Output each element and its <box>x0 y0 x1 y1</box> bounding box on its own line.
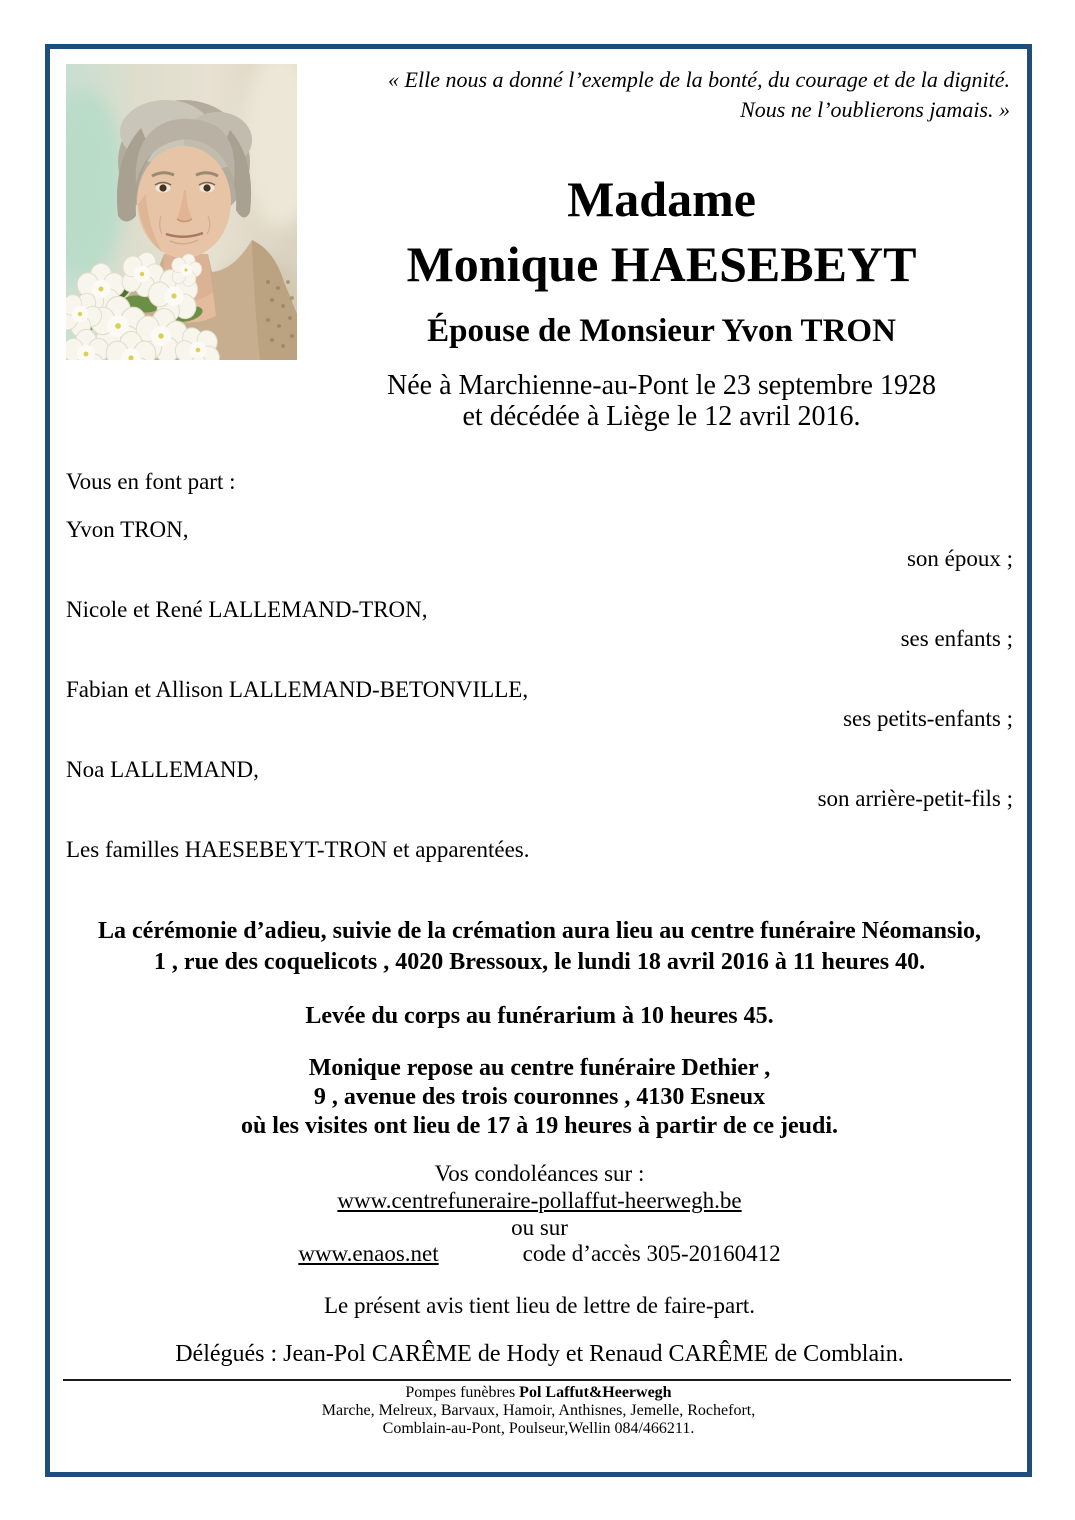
salutation: Madame <box>567 171 756 227</box>
relative-relation-0: son époux ; <box>906 546 1013 571</box>
levee-line: Levée du corps au funérarium à 10 heures 45. <box>305 1003 774 1029</box>
memorial-quote <box>320 65 1010 125</box>
condolences-site-primary <box>66 1187 1013 1214</box>
relative-name-0: Yvon TRON, <box>66 517 189 542</box>
repose-line-3: où les visites ont lieu de 17 à 19 heures à partir de ce jeudi. <box>240 1113 839 1139</box>
death-line: et décédée à Liège le 12 avril 2016. <box>462 401 861 432</box>
condolences-url-primary[interactable]: www.centrefuneraire-pollaffut-heerwegh.be <box>337 1188 742 1213</box>
access-code: code d’accès 305-20160412 <box>522 1241 781 1266</box>
relative-name-3: Noa LALLEMAND, <box>66 757 259 782</box>
quote-line-1: « Elle nous a donné l’exemple de la bonté, du courage et de la dignité. <box>388 67 1010 92</box>
repose-line-1: Monique repose au centre funéraire Dethier , <box>308 1055 771 1081</box>
delegates-line: Délégués : Jean-Pol CARÊME de Hody et Renaud CARÊME de Comblain. <box>175 1341 904 1367</box>
spouse-line: Épouse de Monsieur Yvon TRON <box>427 313 896 349</box>
footer-company-name: Pol Laffut&Heerwegh <box>519 1384 672 1401</box>
ceremony-paragraph <box>66 916 1013 978</box>
notice-line: Le présent avis tient lieu de lettre de faire-part. <box>323 1293 756 1318</box>
quote-line-2: Nous ne l’oublierons jamais. » <box>740 97 1010 122</box>
families-line: Les familles HAESEBEYT-TRON et apparentées. <box>66 837 530 862</box>
footer-divider <box>63 1379 1011 1381</box>
relative-relation-2: ses petits-enfants ; <box>843 706 1013 731</box>
portrait-photo-image <box>66 64 297 360</box>
condolences-or-text: ou sur <box>511 1215 568 1240</box>
ceremony-line-1: La cérémonie d’adieu, suivie de la crémation aura lieu au centre funéraire Néomansio, <box>98 918 981 944</box>
condolences-url-secondary[interactable]: www.enaos.net <box>298 1241 439 1266</box>
birth-line: Née à Marchienne-au-Pont le 23 septembre 1928 <box>387 370 936 401</box>
portrait-photo <box>66 64 297 360</box>
relative-name-2: Fabian et Allison LALLEMAND-BETONVILLE, <box>66 677 529 702</box>
announcement-intro: Vous en font part : <box>66 469 236 494</box>
repose-paragraph <box>66 1054 1013 1141</box>
repose-line-2: 9 , avenue des trois couronnes , 4130 Esneux <box>313 1084 766 1110</box>
deceased-name: Monique HAESEBEYT <box>406 236 917 292</box>
condolences-secondary-row <box>66 1240 1013 1267</box>
ceremony-line-2: 1 , rue des coquelicots , 4020 Bressoux, le lundi 18 avril 2016 à 11 heures 40. <box>153 949 926 975</box>
relative-relation-1: ses enfants ; <box>900 626 1013 651</box>
relative-relation-3: son arrière-petit-fils ; <box>817 786 1013 811</box>
footer-locations-line-2: Comblain-au-Pont, Poulseur,Wellin 084/466211. <box>382 1420 695 1437</box>
footer-company-line <box>66 1384 1011 1402</box>
condolences-heading: Vos condoléances sur : <box>434 1161 645 1186</box>
footer-locations-line-1: Marche, Melreux, Barvaux, Hamoir, Anthisnes, Jemelle, Rochefort, <box>321 1402 756 1419</box>
footer-company-prefix: Pompes funèbres <box>405 1384 516 1401</box>
relative-name-1: Nicole et René LALLEMAND-TRON, <box>66 597 428 622</box>
